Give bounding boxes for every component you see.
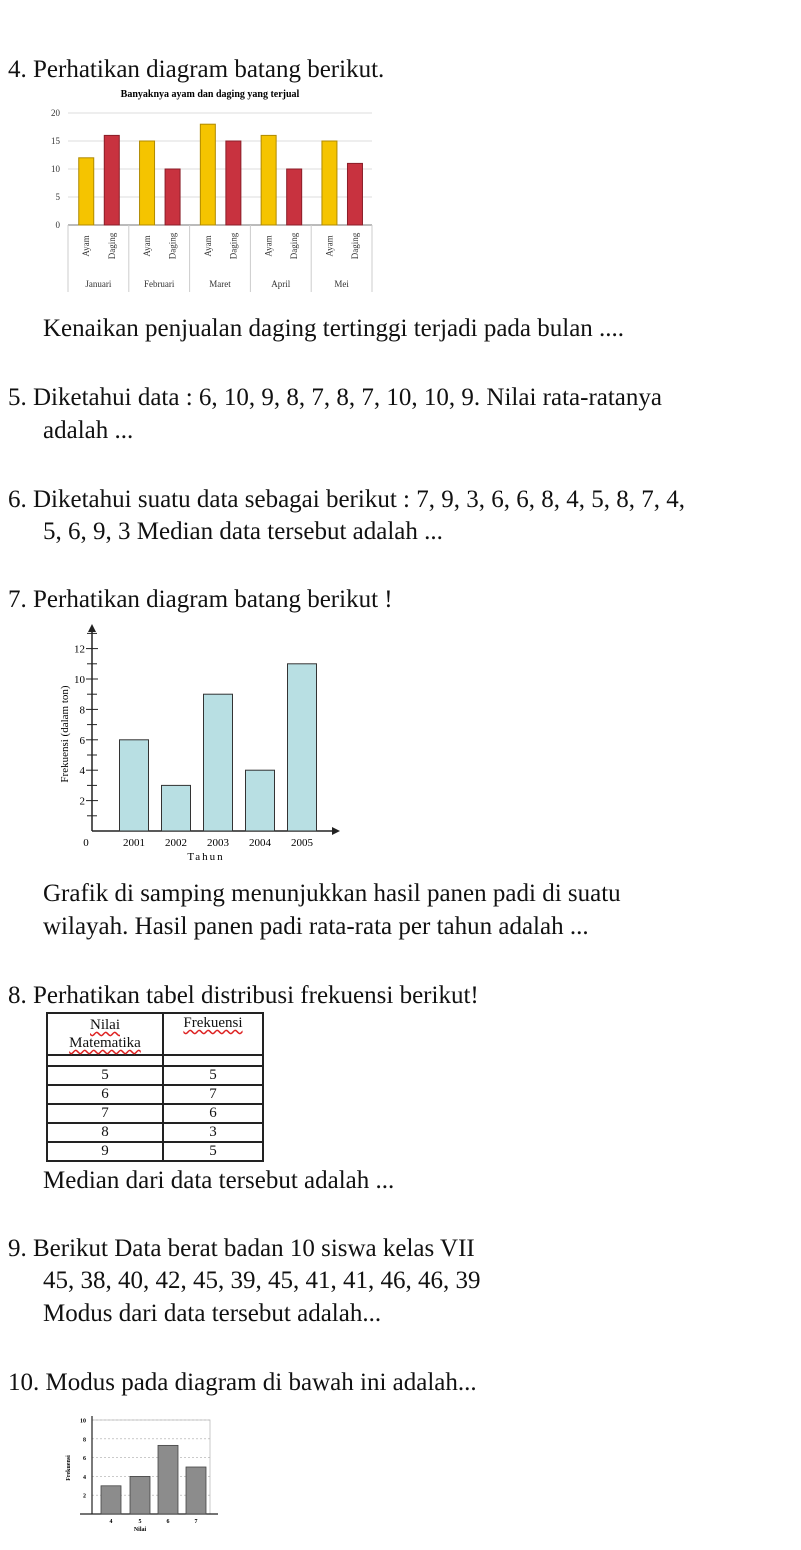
bar-label: Daging [167, 232, 178, 260]
y-tick-label: 5 [55, 192, 60, 202]
y-tick-label: 10 [74, 674, 85, 686]
y-tick-label: 0 [55, 220, 60, 230]
table-cell-spacer [47, 1055, 163, 1066]
table-cell: 9 [47, 1142, 163, 1161]
bar-label: Ayam [202, 235, 213, 257]
y-tick-label: 8 [79, 704, 85, 717]
table-cell: 7 [163, 1085, 263, 1104]
header-nilai-line2: Matematika [69, 1035, 141, 1051]
origin-label: 0 [83, 837, 89, 849]
table-row [47, 1123, 263, 1142]
q6-line2: 5, 6, 9, 3 Median data tersebut adalah ... [43, 518, 443, 545]
table-cell-spacer [163, 1055, 263, 1066]
bar-label: Daging [289, 232, 300, 260]
x-tick-label: 2003 [207, 837, 229, 849]
header-frekuensi-label: Frekuensi [183, 1015, 243, 1031]
x-tick-label: 7 [194, 1519, 198, 1525]
table-row [47, 1085, 263, 1104]
header-frekuensi [163, 1013, 263, 1055]
group-label: Maret [209, 279, 231, 289]
bar [204, 694, 233, 831]
table-cell: 5 [163, 1142, 263, 1161]
table-cell: 8 [47, 1123, 163, 1142]
y-tick-label: 20 [51, 108, 60, 118]
header-nilai-line1: Nilai [90, 1017, 120, 1033]
q4-question: Kenaikan penjualan daging tertinggi terjadi pada bulan .... [43, 315, 625, 342]
table-cell: 5 [47, 1066, 163, 1085]
y-tick-label: 10 [80, 1418, 86, 1425]
y-tick-label: 10 [51, 164, 60, 174]
q7-text: 7. Perhatikan diagram batang berikut ! [8, 586, 393, 613]
y-tick-label: 6 [83, 1456, 86, 1463]
group-label: April [271, 279, 291, 289]
header-nilai [47, 1013, 163, 1055]
y-axis-label: Frekuensi (dalam ton) [59, 685, 71, 783]
table-row [47, 1066, 263, 1085]
y-tick-label: 2 [79, 795, 85, 808]
x-tick-label: 2004 [249, 837, 271, 849]
table-cell: 3 [163, 1123, 263, 1142]
q8-text: 8. Perhatikan tabel distribusi frekuensi berikut! [8, 982, 479, 1009]
bar [162, 785, 191, 831]
q9-line2: 45, 38, 40, 42, 45, 39, 45, 41, 41, 46, 46, 39 [43, 1267, 481, 1294]
x-tick-label: 6 [166, 1519, 170, 1525]
x-axis-label: Tahun [187, 851, 225, 863]
bar-label: Ayam [263, 235, 274, 257]
table-row [47, 1055, 263, 1066]
bar [288, 664, 317, 831]
y-axis-label: Frekuensi [66, 1455, 72, 1481]
q5-line1: 5. Diketahui data : 6, 10, 9, 8, 7, 8, 7, 10, 10, 9. Nilai rata-ratanya [8, 384, 663, 411]
q8-question: Median dari data tersebut adalah ... [43, 1167, 395, 1194]
y-tick-label: 4 [83, 1474, 86, 1481]
q9-line1: 9. Berikut Data berat badan 10 siswa kelas VII [8, 1235, 475, 1262]
x-tick-label: 5 [138, 1519, 142, 1525]
x-tick-label: 4 [109, 1519, 113, 1525]
q6-line1: 6. Diketahui suatu data sebagai berikut : 7, 9, 3, 6, 6, 8, 4, 5, 8, 7, 4, [8, 486, 685, 513]
bar-label: Daging [349, 232, 360, 260]
bar [246, 770, 275, 831]
q4-text: 4. Perhatikan diagram batang berikut. [8, 56, 385, 83]
y-tick-label: 12 [74, 643, 85, 656]
q9-line3: Modus dari data tersebut adalah... [43, 1300, 382, 1327]
y-tick-label: 2 [83, 1493, 86, 1500]
x-tick-label: 2001 [123, 837, 145, 849]
y-tick-label: 15 [51, 136, 60, 146]
table-cell: 6 [47, 1085, 163, 1104]
group-label: Januari [85, 279, 112, 289]
q10-text: 10. Modus pada diagram di bawah ini adalah... [8, 1369, 477, 1396]
x-axis-arrow [332, 827, 340, 835]
x-tick-label: 2002 [165, 837, 187, 849]
bar-label: Ayam [81, 235, 92, 257]
bar [120, 740, 149, 831]
y-tick-label: 4 [79, 765, 85, 778]
group-label: Februari [143, 279, 175, 289]
q7-line1: Grafik di samping menunjukkan hasil panen padi di suatu [43, 880, 621, 907]
bar-label: Daging [106, 232, 117, 260]
table-cell: 6 [163, 1104, 263, 1123]
bar-label: Ayam [324, 235, 335, 257]
frequency-table [46, 1012, 264, 1162]
x-tick-label: 2005 [291, 837, 313, 849]
y-tick-label: 8 [83, 1437, 86, 1444]
y-tick-label: 6 [79, 734, 85, 747]
table-cell: 7 [47, 1104, 163, 1123]
bar-label: Daging [228, 232, 239, 260]
table-row [47, 1142, 263, 1161]
group-label: Mei [334, 279, 349, 289]
bar-label: Ayam [142, 235, 153, 257]
x-axis-label: Nilai [133, 1527, 147, 1533]
y-axis-arrow [88, 624, 96, 632]
table-cell: 5 [163, 1066, 263, 1085]
q5-line2: adalah ... [43, 417, 134, 444]
chart-q4-title: Banyaknya ayam dan daging yang terjual [120, 89, 300, 100]
table-row [47, 1104, 263, 1123]
q7-line2: wilayah. Hasil panen padi rata-rata per tahun adalah ... [43, 913, 589, 940]
